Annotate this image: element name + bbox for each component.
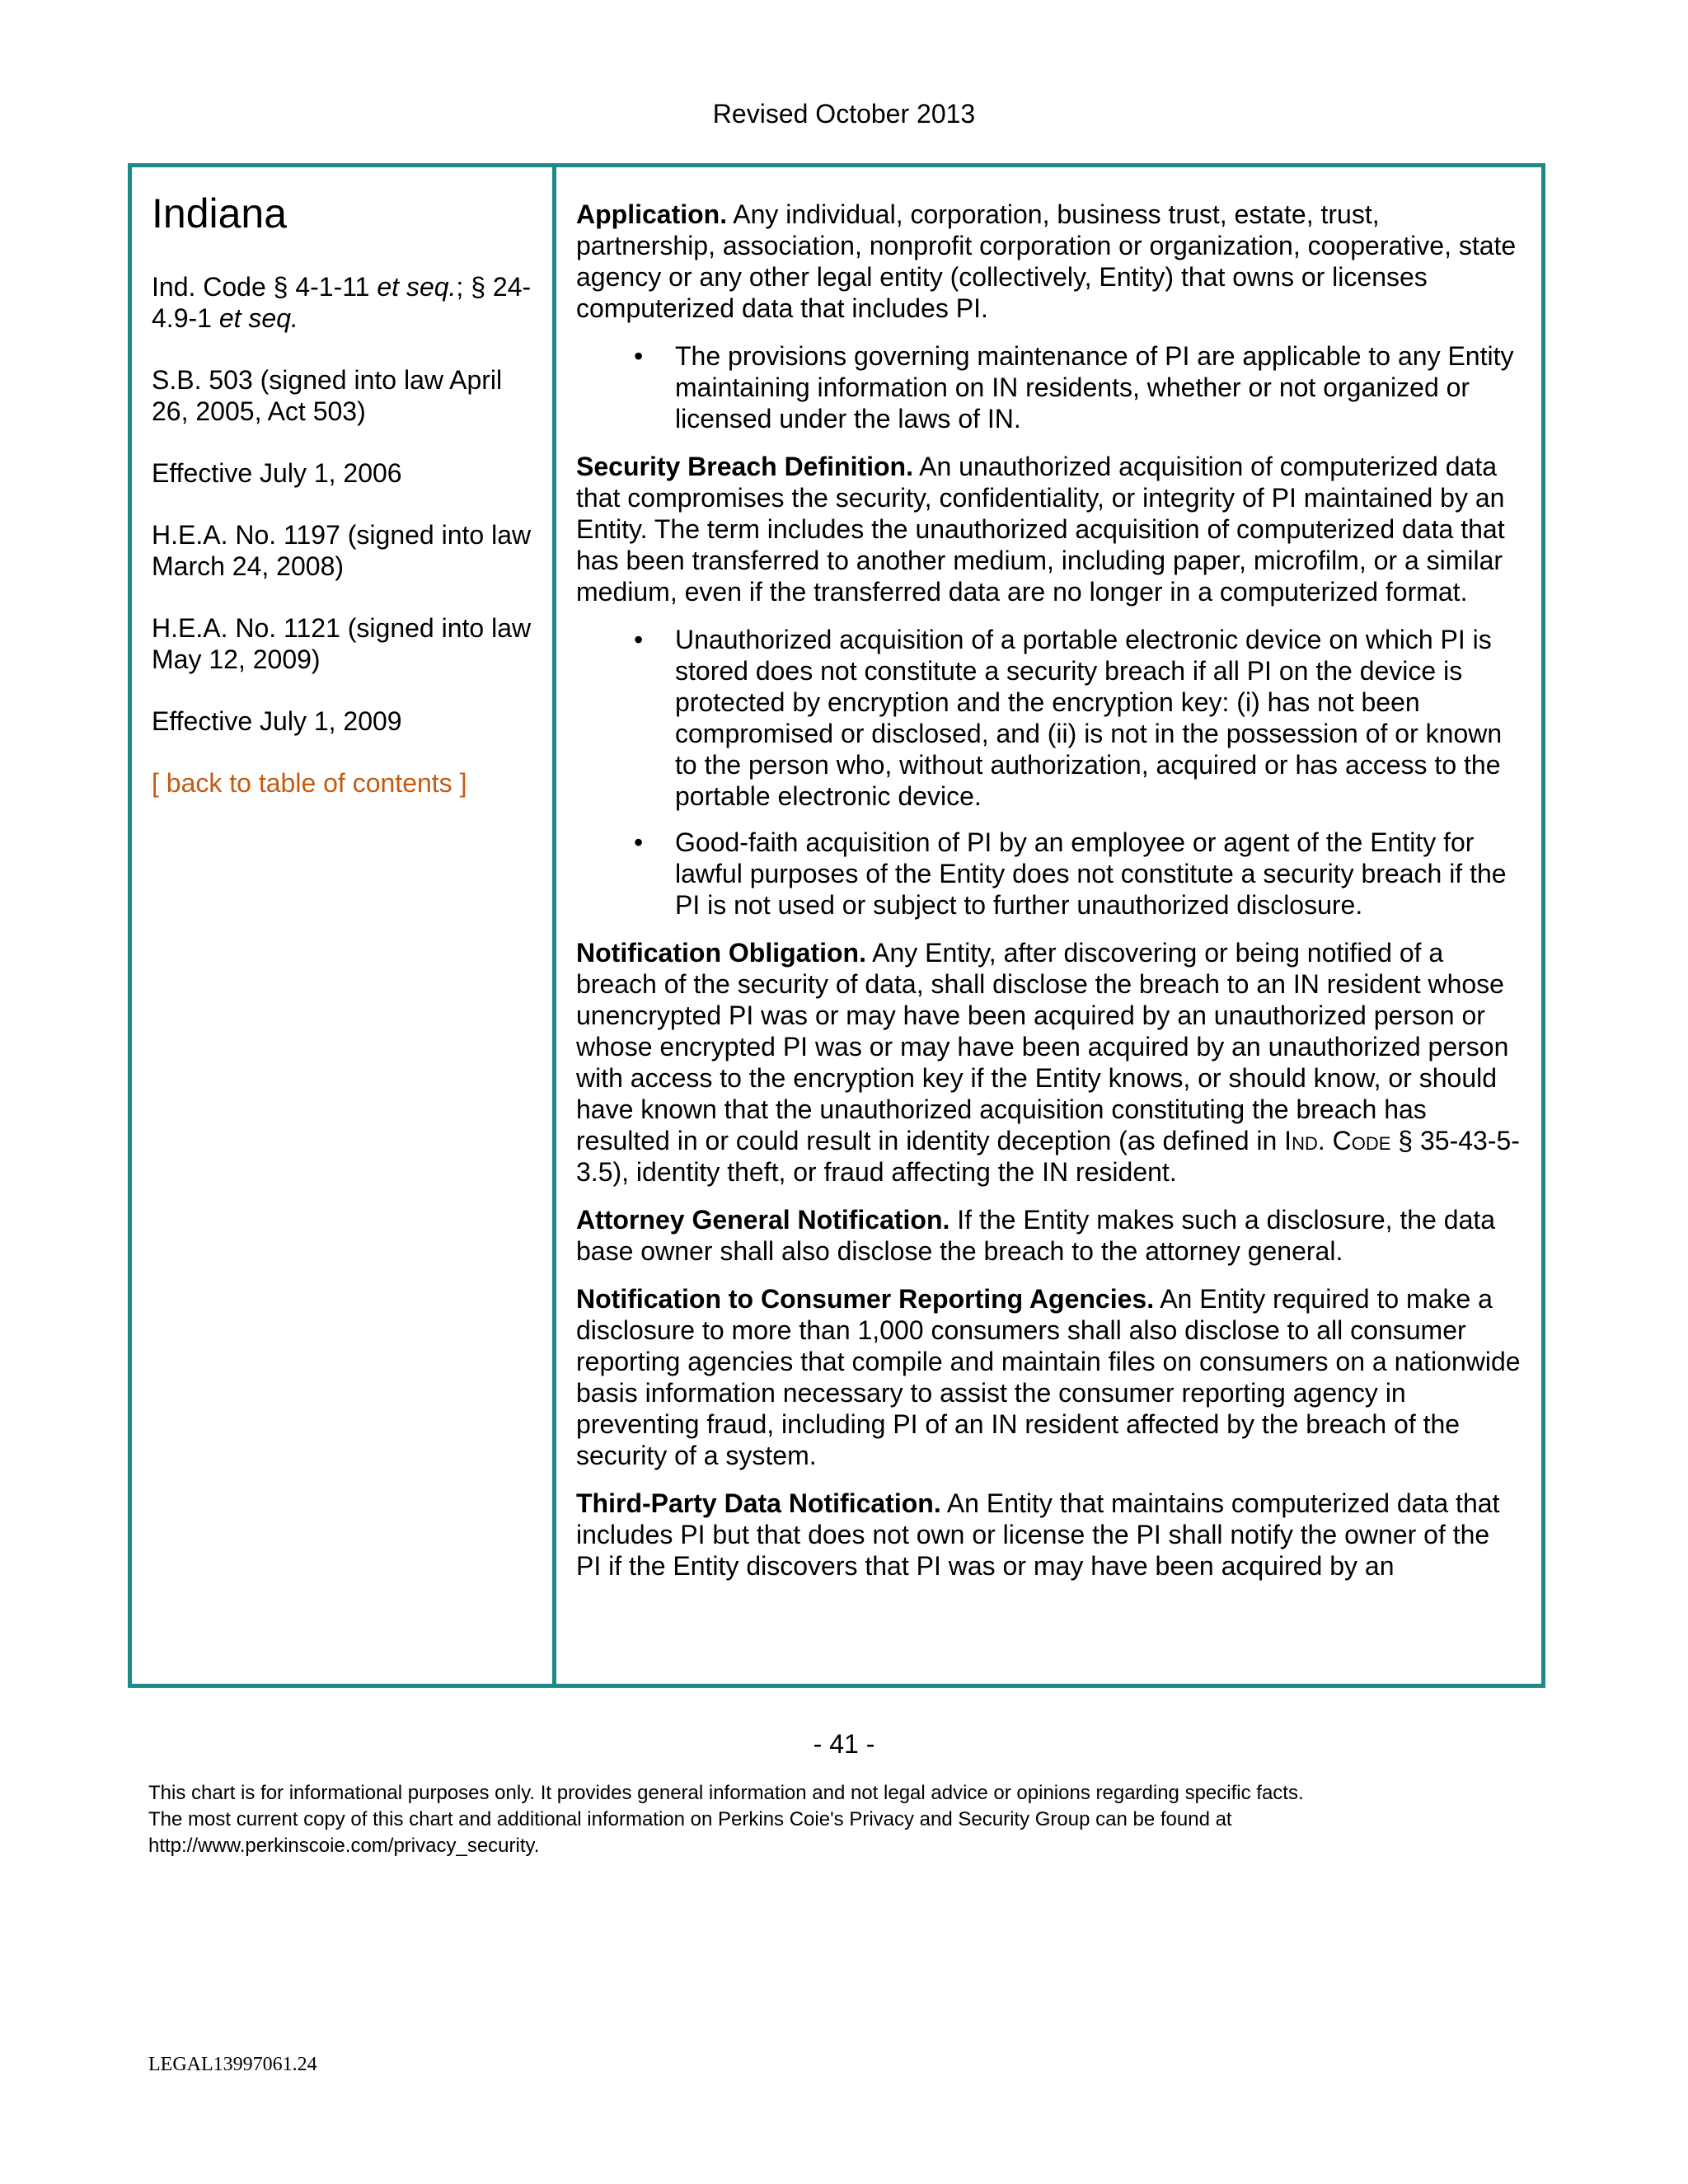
breach-definition-bullets — [576, 624, 1522, 921]
code-citation-prefix: Ind. Code § 4-1-11 — [152, 272, 377, 302]
bullet-text: Unauthorized acquisition of a portable electronic device on which PI is stored does not constitute a security breach if all PI on the device is protected by encryption and the encryption key: (i) has not been compromised or disclosed, and (ii) is not in the possession of or known to the person who, without authorization, acquired or has access to the portable electronic device. — [675, 625, 1503, 811]
statute-info-column — [132, 167, 556, 1684]
breach-definition-section — [576, 451, 1522, 607]
cra-notification-heading: Notification to Consumer Reporting Agencies. — [576, 1284, 1155, 1314]
bill-info-hea1197: H.E.A. No. 1197 (signed into law March 24, 2008) — [152, 520, 532, 581]
cra-notification-text: An Entity required to make a disclosure to more than 1,000 consumers shall also disclose to all consumer reporting agencies that compile and maintain files on consumers on a nationwide basis information necessary to assist the consumer reporting agency in preventing fraud, including PI of an IN resident affected by the breach of the security of a system. — [576, 1284, 1521, 1470]
application-heading: Application. — [576, 199, 728, 229]
bill-info-hea1121: H.E.A. No. 1121 (signed into law May 12, 2009) — [152, 613, 532, 674]
third-party-text: An Entity that maintains computerized data that includes PI but that does not own or license the PI shall notify the owner of the PI if the Entity discovers that PI was or may have been acquired by an — [576, 1488, 1500, 1581]
code-citation — [152, 271, 537, 334]
bill-info-sb503: S.B. 503 (signed into law April 26, 2005, Act 503) — [152, 365, 503, 426]
bullet-text: Good-faith acquisition of PI by an employee or agent of the Entity for lawful purposes of the Entity does not constitute a security breach if the PI is not used or subject to further unauthorized disclosure. — [675, 827, 1507, 920]
list-item — [576, 827, 1522, 921]
bullet-icon: • — [634, 341, 644, 371]
application-bullets — [576, 340, 1522, 434]
list-item — [576, 624, 1522, 812]
footer-disclaimer — [148, 1780, 1550, 1859]
state-title: Indiana — [152, 190, 288, 237]
state-chart-table — [128, 163, 1545, 1688]
third-party-heading: Third-Party Data Notification. — [576, 1488, 941, 1518]
application-text: Any individual, corporation, business trust, estate, trust, partnership, association, nonprofit corporation or organization, cooperative, state agency or any other legal entity (collectively, Entity) that owns or licenses computerized data that includes PI. — [576, 199, 1517, 323]
code-et-seq-2: et seq. — [218, 303, 298, 333]
application-section — [576, 199, 1522, 324]
bullet-icon: • — [634, 625, 644, 654]
notification-obligation-text-end: § 35-43-5-3.5), identity theft, or fraud affecting the IN resident. — [576, 1126, 1520, 1187]
revision-date: Revised October 2013 — [712, 99, 976, 129]
code-et-seq-1: et seq. — [377, 272, 457, 302]
page-number: - 41 - — [813, 1729, 875, 1759]
document-id: LEGAL13997061.24 — [148, 2054, 317, 2075]
back-to-toc-link[interactable]: [ back to table of contents ] — [152, 768, 467, 798]
disclaimer-line: This chart is for informational purposes only. It provides general information and not legal advice or opinions regarding specific facts. — [148, 1782, 1304, 1804]
ag-notification-section — [576, 1204, 1522, 1267]
disclaimer-url: http://www.perkinscoie.com/privacy_security. — [148, 1835, 540, 1857]
cra-notification-section — [576, 1283, 1522, 1471]
list-item — [576, 340, 1522, 434]
effective-date-2006: Effective July 1, 2006 — [152, 458, 402, 488]
breach-definition-text: An unauthorized acquisition of computerized data that compromises the security, confidentiality, or integrity of PI maintained by an Entity. The term includes the unauthorized acquisition of computerized data that has been transferred to another medium, including paper, microfilm, or a similar medium, even if the transferred data are no longer in a computerized format. — [576, 452, 1505, 607]
provisions-column — [556, 167, 1541, 1684]
ind-code-citation: Ind. Code — [1284, 1126, 1391, 1155]
notification-obligation-section — [576, 937, 1522, 1188]
disclaimer-line: The most current copy of this chart and additional information on Perkins Coie's Privacy and Security Group can be found at — [148, 1808, 1232, 1830]
bullet-text: The provisions governing maintenance of PI are applicable to any Entity maintaining information on IN residents, whether or not organized or licensed under the laws of IN. — [675, 341, 1514, 434]
effective-date-2009: Effective July 1, 2009 — [152, 706, 402, 736]
third-party-section — [576, 1488, 1522, 1582]
notification-obligation-heading: Notification Obligation. — [576, 938, 866, 968]
ag-notification-heading: Attorney General Notification. — [576, 1205, 950, 1235]
code-citation-mid: ; § 24-4.9-1 — [152, 272, 532, 333]
ag-notification-text: If the Entity makes such a disclosure, the data base owner shall also disclose the breach to the attorney general. — [576, 1205, 1496, 1266]
notification-obligation-text: Any Entity, after discovering or being notified of a breach of the security of data, shall disclose the breach to an IN resident whose unencrypted PI was or may have been acquired by an unauthorized person or whose encrypted PI was or may have been acquired by an unauthorized person with access to the encryption key if the Entity knows, or should know, or should have known that the unauthorized acquisition constituting the breach has resulted in or could result in identity deception (as defined in — [576, 938, 1509, 1155]
bullet-icon: • — [634, 827, 644, 857]
breach-definition-heading: Security Breach Definition. — [576, 452, 913, 481]
